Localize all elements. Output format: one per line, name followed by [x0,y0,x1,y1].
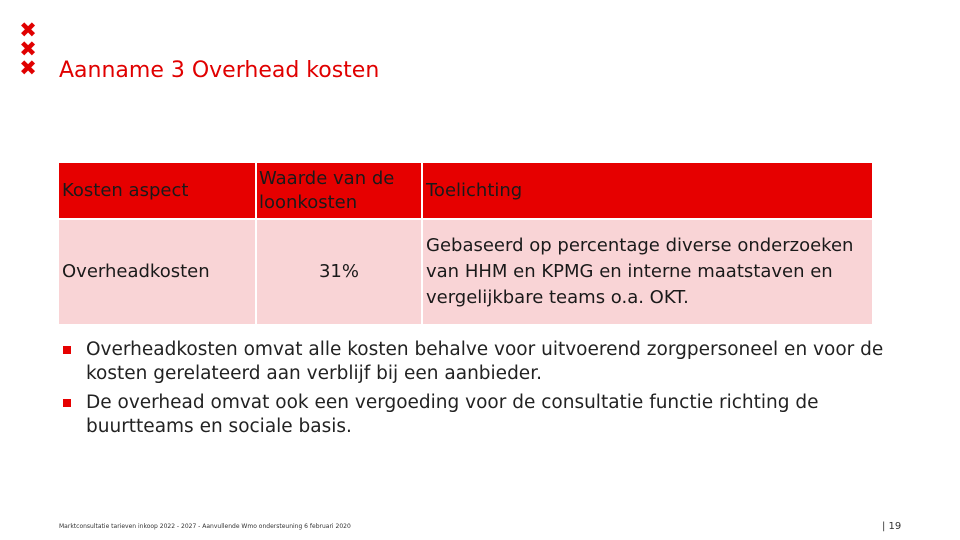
cross-icon: ✖ [19,56,37,80]
list-item [63,338,923,386]
bullet-text: De overhead omvat ook een vergoeding voor de consultatie functie richting de buurtteams en sociale basis. [86,392,819,437]
table-cell-explanation: Gebaseerd op percentage diverse onderzoeken van HHM en KPMG en interne maatstaven en vergelijkbare teams o.a. OKT. [423,220,872,324]
cost-table [59,163,872,324]
table-header-cost-aspect: Kosten aspect [59,163,255,218]
cross-icon: ✖ [19,37,37,61]
cross-icon: ✖ [19,18,37,42]
footer-text: Marktconsultatie tarieven inkoop 2022 - 2027 - Aanvullende Wmo ondersteuning 6 februari 2020 [59,523,351,530]
table-header-explanation: Toelichting [423,163,872,218]
page-number: | 19 [882,521,902,532]
slide-title: Aanname 3 Overhead kosten [59,58,380,83]
bullet-square-icon [63,346,71,354]
bullet-text: Overheadkosten omvat alle kosten behalve voor uitvoerend zorgpersoneel en voor de kosten gerelateerd aan verblijf bij een aanbieder. [86,339,884,384]
list-item [63,391,923,439]
bullet-square-icon [63,399,71,407]
bullet-list [63,338,923,444]
table-cell-value: 31% [257,220,421,324]
table-header-value: Waarde van de loonkosten [257,163,421,218]
table-cell-aspect: Overheadkosten [59,220,255,324]
amsterdam-logo [17,18,39,80]
